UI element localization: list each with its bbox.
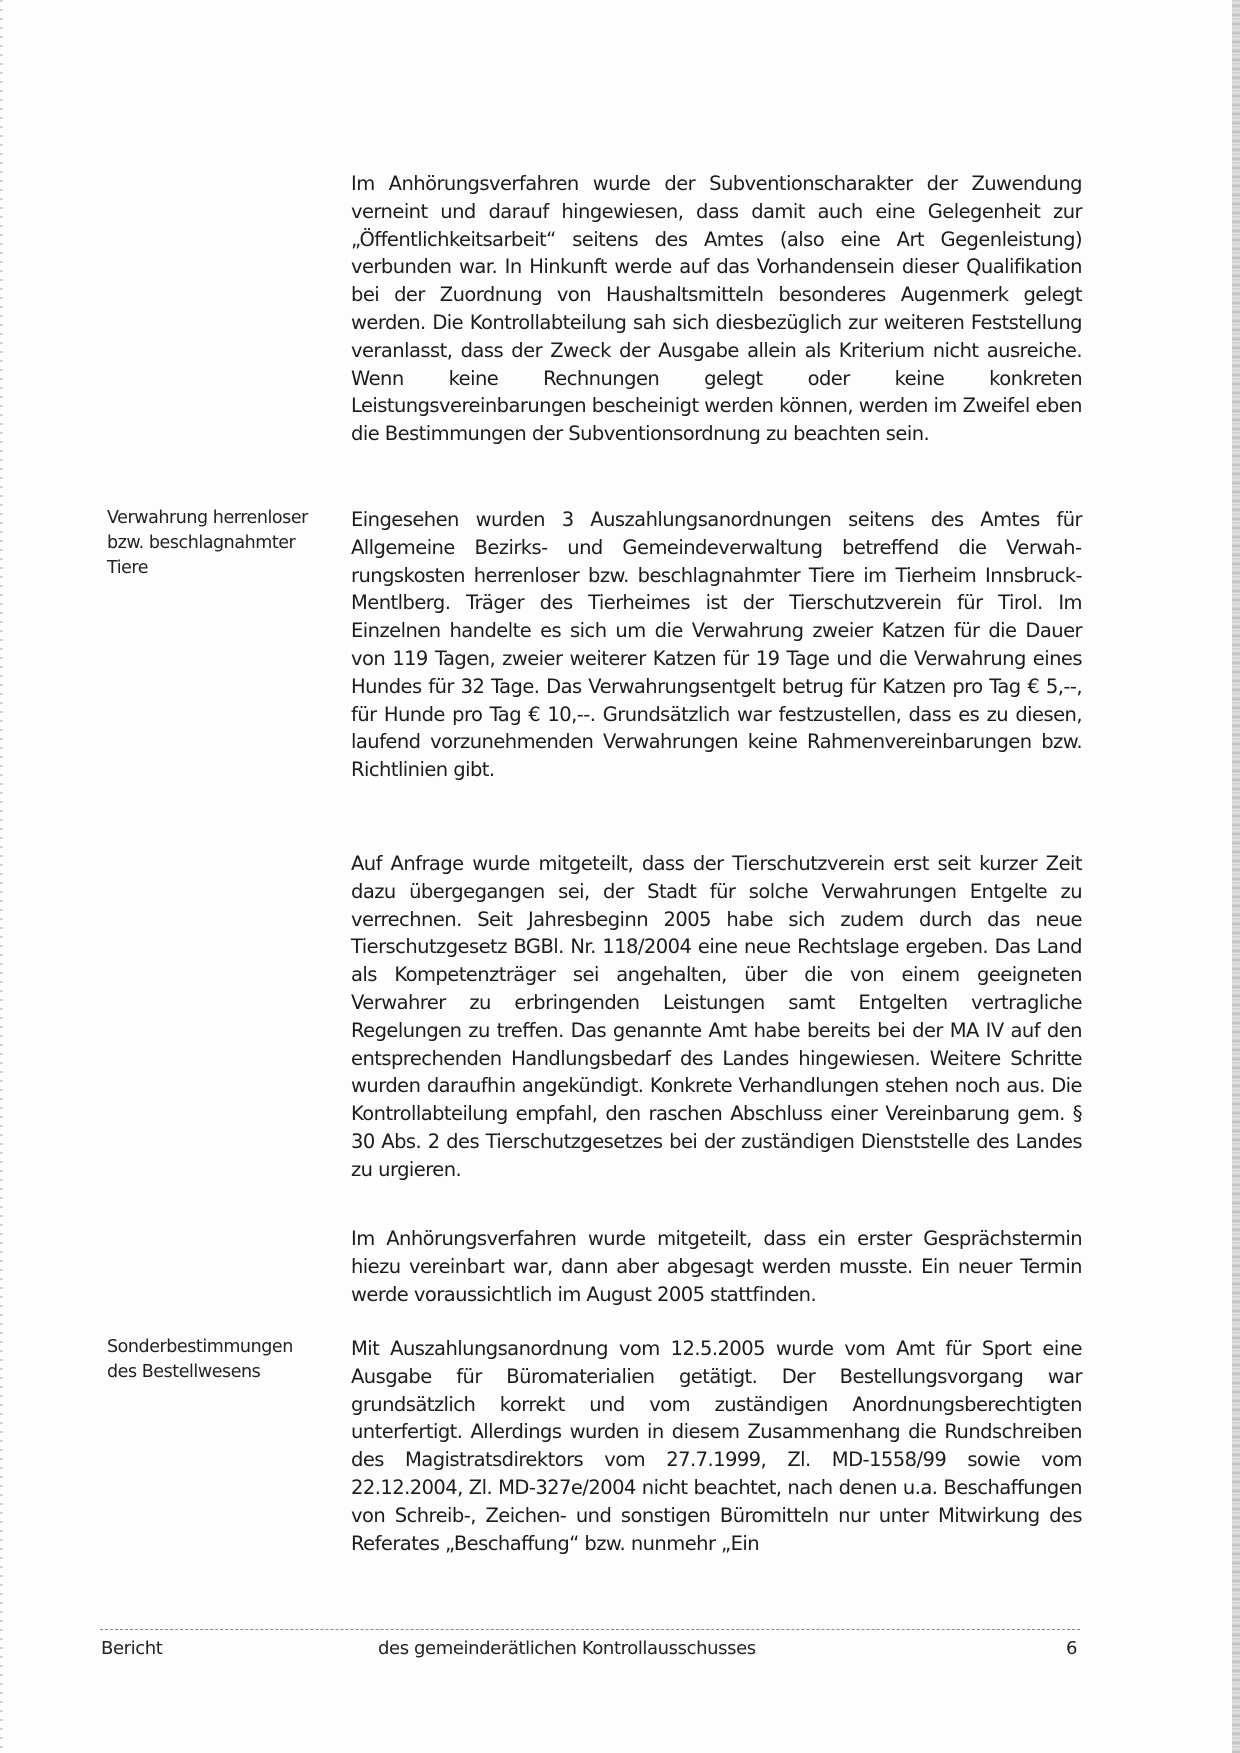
footer-label: Bericht [101, 1638, 163, 1659]
page-number: 6 [1065, 1638, 1077, 1659]
margin-note: Verwahrung herrenloser bzw. beschlagnahmter Tiere [107, 508, 308, 578]
margin-note: Sonderbestimmungen des Bestellwesens [107, 1337, 293, 1382]
footer-divider [100, 1629, 1080, 1630]
body-paragraph: Auf Anfrage wurde mitgeteilt, dass der Tierschutzverein erst seit kurzer Zeit dazu übergegangen sei, der Stadt für solche Verwahrungen Entgelte zu verrechnen. Seit Jahresbeginn 2005 habe sich zudem durch das neue Tierschutzgesetz BGBl. Nr. 118/2004 eine neue Rechtslage ergeben. Das Land als Kompetenzträger sei angehalten, über die von einem geeigneten Verwahrer zu erbringenden Leistungen samt Entgelten vertragliche Regelungen zu treffen. Das genannte Amt habe bereits bei der MA IV auf den entsprechenden Handlungsbedarf des Landes hingewiesen. Weitere Schritte wurden daraufhin angekündigt. Konkrete Verhandlungen stehen noch aus. Die Kontrollabteilung empfahl, den raschen Abschluss einer Vereinbarung gem. § 30 Abs. 2 des Tierschutzgesetzes bei der zuständigen Dienststelle des Landes zu urgieren. [351, 852, 1082, 1181]
scan-edge-left [0, 0, 3, 1753]
scan-edge-right [1232, 0, 1240, 1753]
body-paragraph-block [351, 1335, 1082, 1557]
footer-title: des gemeinderätlichen Kontrollausschusses [378, 1638, 756, 1659]
body-paragraph: Im Anhörungsverfahren wurde mitgeteilt, dass ein erster Gesprächstermin hiezu vereinbart war, dann aber abgesagt werden musste. Ein neuer Termin werde voraussichtlich im August 2005 stattfinden. [351, 1227, 1082, 1306]
body-paragraph-block [351, 1225, 1082, 1308]
body-paragraph: Mit Auszahlungsanordnung vom 12.5.2005 wurde vom Amt für Sport eine Ausgabe für Büromaterialien getätigt. Der Bestellungsvorgang war grundsätzlich korrekt und vom zuständigen Anordnungsberechtigten unterfertigt. Allerdings wurden in diesem Zusammenhang die Rundschreiben des Magistratsdirektors vom 27.7.1999, Zl. MD-1558/99 sowie vom 22.12.2004, Zl. MD-327e/2004 nicht beachtet, nach denen u.a. Beschaffungen von Schreib-, Zeichen- und sonstigen Büromitteln nur unter Mitwirkung des Referates „Beschaffung“ bzw. nunmehr „Ein [351, 1337, 1082, 1555]
body-paragraph: Eingesehen wurden 3 Auszahlungsanordnungen seitens des Amtes für Allgemeine Bezirks- und Gemeindeverwaltung betreffend die Verwahrungskosten herrenloser bzw. beschlagnahmter Tiere im Tierheim Innsbruck-Mentlberg. Träger des Tierheimes ist der Tierschutzverein für Tirol. Im Einzelnen handelte es sich um die Verwahrung zweier Katzen für die Dauer von 119 Tagen, zweier weiterer Katzen für 19 Tage und die Verwahrung eines Hundes für 32 Tage. Das Verwahrungsentgelt betrug für Katzen pro Tag € 5,--, für Hunde pro Tag € 10,--. Grundsätzlich war festzustellen, dass es zu diesen, laufend vorzunehmenden Verwahrungen keine Rahmenvereinbarungen bzw. Richtlinien gibt. [351, 508, 1082, 782]
body-paragraph-block [351, 170, 1082, 448]
page-footer [100, 1636, 1080, 1666]
body-paragraph-block [351, 506, 1082, 784]
body-paragraph-block [351, 850, 1082, 1184]
body-paragraph: Im Anhörungsverfahren wurde der Subventionscharakter der Zuwendung verneint und darauf hingewiesen, dass damit auch eine Gelegenheit zur „Öffentlichkeitsarbeit“ seitens des Amtes (also eine Art Gegenleistung) verbunden war. In Hinkunft werde auf das Vorhandensein dieser Qualifikation bei der Zuordnung von Haushaltsmitteln besonderes Augenmerk gelegt werden. Die Kontrollabteilung sah sich diesbezüglich zur weiteren Feststellung veranlasst, dass der Zweck der Ausgabe allein als Kriterium nicht ausreiche. Wenn keine Rechnungen gelegt oder keine konkreten Leistungsvereinbarungen bescheinigt werden können, werden im Zweifel eben die Bestimmungen der Subventionsordnung zu beachten sein. [351, 172, 1082, 446]
